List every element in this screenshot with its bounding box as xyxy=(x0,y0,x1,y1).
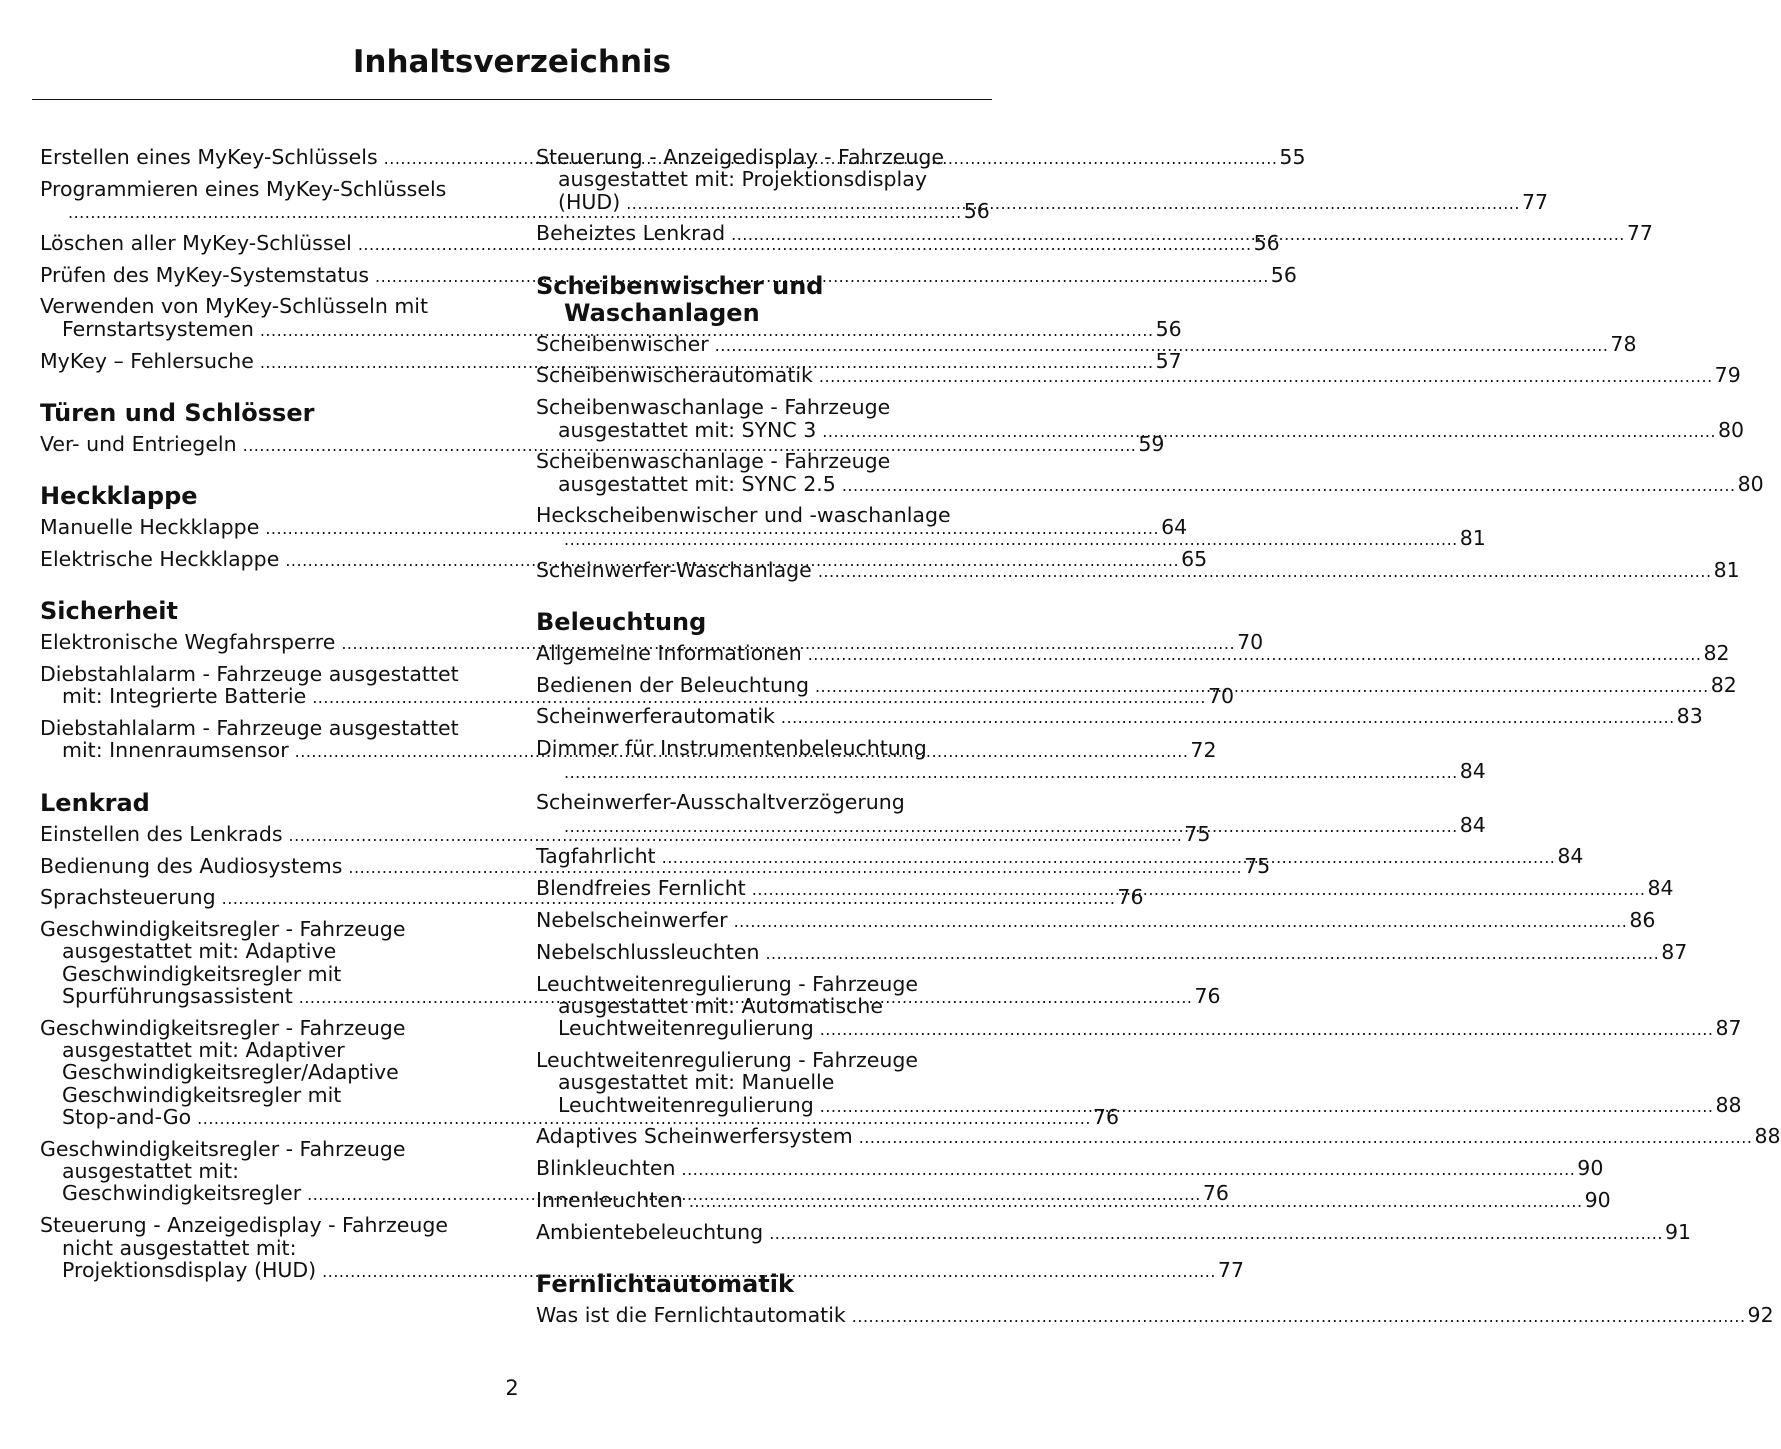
toc-entry-page: 81 xyxy=(1713,557,1740,582)
section-heading xyxy=(536,609,984,636)
toc-entry-title: mit: Innenraumsensor xyxy=(62,738,289,763)
dot-leader xyxy=(859,1127,1753,1149)
toc-entry-title: Projektionsdisplay (HUD) xyxy=(62,1257,317,1282)
toc-entry-page: 70 xyxy=(1207,684,1235,709)
toc-entry-page: 84 xyxy=(1557,844,1584,869)
toc-entry-title: Was ist die Fernlichtautomatik xyxy=(536,1303,846,1328)
toc-entry-page: 56 xyxy=(1155,316,1182,341)
section-heading-line: Türen und Schlösser xyxy=(40,398,315,427)
toc-entry-line: nicht ausgestattet mit: xyxy=(62,1235,297,1260)
toc-entry-title: Adaptives Scheinwerfersystem xyxy=(536,1124,853,1149)
toc-entry-line: Scheibenwaschanlage - Fahrzeuge xyxy=(536,449,891,474)
toc-entry-title: Löschen aller MyKey-Schlüssel xyxy=(40,230,352,255)
toc-entry-leader-line xyxy=(536,1219,1692,1245)
toc-entry-title: Leuchtweitenregulierung xyxy=(558,1092,814,1117)
toc-entry-page: 80 xyxy=(1718,417,1745,442)
toc-entry-line: Geschwindigkeitsregler - Fahrzeuge xyxy=(40,1015,406,1040)
toc-entry-leader-line xyxy=(536,908,1656,933)
toc-entry-title: Allgemeine Informationen xyxy=(536,640,802,665)
toc-entry-title: Blinkleuchten xyxy=(536,1156,676,1181)
toc-entry-line: ausgestattet mit: Manuelle xyxy=(558,1070,835,1095)
toc-entry-page: 83 xyxy=(1676,704,1703,729)
toc-entry[interactable] xyxy=(40,348,1182,374)
toc-entry-page: 82 xyxy=(1710,672,1737,697)
toc-entry-leader-line xyxy=(40,431,1165,457)
toc-entry-leader-line xyxy=(536,331,1637,357)
toc-entry-page: 77 xyxy=(1217,1257,1245,1282)
title-divider xyxy=(32,99,992,100)
toc-entry-title: Tagfahrlicht xyxy=(536,844,656,869)
toc-entry-title: Scheibenwischerautomatik xyxy=(536,363,813,388)
dot-leader xyxy=(769,1223,1663,1245)
section-heading xyxy=(40,598,488,625)
toc-entry-line: Geschwindigkeitsregler - Fahrzeuge xyxy=(40,1136,406,1161)
section-heading xyxy=(40,483,488,510)
toc-entry-page: 76 xyxy=(1092,1105,1119,1130)
dot-leader xyxy=(781,707,1675,729)
toc-entry-title: Erstellen eines MyKey-Schlüssels xyxy=(40,145,378,169)
toc-entry-title: Einstellen des Lenkrads xyxy=(40,821,283,846)
toc-entry-line: Geschwindigkeitsregler/Adaptive xyxy=(62,1060,399,1085)
toc-entry-page: 65 xyxy=(1181,546,1208,571)
toc-entry-line: Scheibenwaschanlage - Fahrzeuge xyxy=(536,395,891,420)
dot-leader xyxy=(731,224,1625,246)
toc-entry-line: ausgestattet mit: Automatische xyxy=(558,993,883,1018)
toc-entry[interactable] xyxy=(40,431,1165,457)
toc-entry-line: ausgestattet mit: Adaptive xyxy=(62,939,337,964)
toc-entry-title: Manuelle Heckklappe xyxy=(40,515,260,540)
section-heading-line: Lenkrad xyxy=(40,788,150,817)
toc-entry-title: Bedienung des Audiosystems xyxy=(40,853,343,878)
toc-entry-title: Stop-and-Go xyxy=(62,1105,192,1130)
toc-entry-title: Prüfen des MyKey-Systemstatus xyxy=(40,262,370,287)
toc-entry-leader-line xyxy=(536,758,1486,784)
toc-entry[interactable] xyxy=(536,331,1637,357)
section-heading-line: Scheibenwischer und xyxy=(536,271,824,300)
page-number: 2 xyxy=(505,1376,519,1400)
section-heading-line: Heckklappe xyxy=(40,482,198,511)
toc-entry-page: 79 xyxy=(1714,363,1741,388)
section-heading xyxy=(40,400,488,427)
toc-entry-page: 91 xyxy=(1664,1219,1692,1244)
toc-entry-page: 64 xyxy=(1161,515,1188,540)
section-heading-line: Fernlichtautomatik xyxy=(536,1270,794,1299)
toc-entry-page: 56 xyxy=(963,199,990,224)
toc-entry-line: Leuchtweitenregulierung - Fahrzeuge xyxy=(536,1048,919,1073)
dot-leader xyxy=(852,1306,1746,1328)
toc-entry-line: ausgestattet mit: Projektionsdisplay xyxy=(558,167,927,192)
toc-entry-leader-line xyxy=(40,316,1182,342)
toc-entry-page: 59 xyxy=(1138,431,1165,456)
toc-entry-line: ausgestattet mit: Adaptiver xyxy=(62,1038,345,1063)
toc-entry-line: ausgestattet mit: xyxy=(62,1159,239,1184)
dot-leader xyxy=(808,644,1702,666)
dot-leader xyxy=(752,879,1646,901)
toc-entry-page: 84 xyxy=(1647,876,1674,901)
toc-entry-title: Scheinwerfer-Waschanlage xyxy=(536,557,812,582)
toc-entry-line: Geschwindigkeitsregler mit xyxy=(62,961,342,986)
toc-entry-page: 76 xyxy=(1202,1181,1229,1206)
dot-leader xyxy=(822,422,1716,441)
toc-entry-line: Steuerung - Anzeigedisplay - Fahrzeuge xyxy=(536,145,944,169)
toc-entry-title: Fernstartsystemen xyxy=(62,316,254,341)
dot-leader xyxy=(820,1020,1714,1039)
toc-entry-leader-line xyxy=(536,417,1745,443)
dot-leader xyxy=(564,530,1458,549)
toc-entry-leader-line xyxy=(536,1124,1781,1149)
toc-entry-page: 87 xyxy=(1661,939,1688,964)
toc-entry-leader-line xyxy=(536,939,1688,965)
toc-entry-title: Bedienen der Beleuchtung xyxy=(536,672,809,697)
toc-entry-page: 90 xyxy=(1577,1156,1604,1181)
toc-entry-line: Geschwindigkeitsregler mit xyxy=(62,1082,342,1107)
toc-entry-line: Diebstahlalarm - Fahrzeuge ausgestattet xyxy=(40,716,459,741)
dot-leader xyxy=(564,817,1458,836)
toc-entry-page: 84 xyxy=(1459,812,1486,837)
toc-entry-page: 81 xyxy=(1459,525,1486,550)
toc-entry-title: Leuchtweitenregulierung xyxy=(558,1016,814,1041)
toc-entry-page: 56 xyxy=(1253,230,1280,255)
dot-leader xyxy=(765,943,1659,965)
toc-entry-page: 86 xyxy=(1629,908,1656,933)
toc-entry-title: Scheibenwischer xyxy=(536,331,709,356)
section-heading-line: Sicherheit xyxy=(40,597,178,626)
toc-entry-page: 55 xyxy=(1279,145,1306,169)
section-heading xyxy=(536,1271,984,1298)
dot-leader xyxy=(626,194,1520,213)
toc-entry-line: Verwenden von MyKey-Schlüsseln mit xyxy=(40,294,429,319)
toc-entry-title: Scheinwerferautomatik xyxy=(536,704,775,729)
dot-leader xyxy=(734,911,1628,933)
toc-entry-title: Innenleuchten xyxy=(536,1188,683,1212)
toc-entry-page: 56 xyxy=(1270,262,1297,287)
toc-entry-page: 57 xyxy=(1155,348,1182,373)
toc-entry-line: Leuchtweitenregulierung - Fahrzeuge xyxy=(536,971,919,996)
toc-entry-page: 78 xyxy=(1610,331,1637,356)
toc-entry-page: 76 xyxy=(1117,885,1144,910)
toc-entry-page: 87 xyxy=(1715,1016,1742,1041)
toc-entry-leader-line xyxy=(40,1105,1119,1130)
toc-entry-leader-line xyxy=(40,1257,1245,1283)
toc-entry-page: 77 xyxy=(1521,189,1549,214)
dot-leader xyxy=(682,1159,1576,1181)
toc-entry-leader-line xyxy=(40,348,1182,374)
toc-entry[interactable] xyxy=(536,939,1688,965)
toc-entry-title: Nebelscheinwerfer xyxy=(536,908,728,933)
toc-entry-page: 80 xyxy=(1737,471,1764,496)
toc-entry-page: 70 xyxy=(1237,630,1264,655)
toc-entry-title: Elektronische Wegfahrsperre xyxy=(40,630,336,655)
toc-entry[interactable] xyxy=(536,1219,1692,1245)
toc-entry-title: Blendfreies Fernlicht xyxy=(536,876,746,901)
toc-entry-leader-line xyxy=(536,363,1741,388)
toc-entry-title: Sprachsteuerung xyxy=(40,885,216,910)
toc-entry-leader-line xyxy=(40,821,1211,847)
toc-entry[interactable] xyxy=(536,908,1656,933)
toc-entry-leader-line xyxy=(536,704,1703,729)
dot-leader xyxy=(564,763,1458,782)
toc-entry-page: 75 xyxy=(1244,853,1271,878)
toc-entry-page: 92 xyxy=(1747,1303,1774,1328)
toc-entry-page: 75 xyxy=(1184,821,1211,846)
toc-entry[interactable] xyxy=(536,1303,1774,1328)
toc-entry-page: 82 xyxy=(1703,640,1730,665)
toc-entry-page: 72 xyxy=(1190,738,1217,763)
toc-entry-line: Dimmer für Instrumentenbeleuchtung xyxy=(536,736,927,761)
toc-entry[interactable] xyxy=(536,449,1764,497)
dot-leader xyxy=(842,476,1736,495)
toc-entry-page: 76 xyxy=(1194,984,1221,1009)
section-heading-line: Waschanlagen xyxy=(564,298,760,327)
toc-entry-title: Spurführungsassistent xyxy=(62,984,293,1009)
toc-entry-leader-line xyxy=(536,1016,1742,1041)
toc-entry-leader-line xyxy=(536,1303,1774,1328)
toc-entry-title: Nebelschlussleuchten xyxy=(536,939,760,964)
toc-entry-title: Geschwindigkeitsregler xyxy=(62,1181,302,1206)
toc-entry-leader-line xyxy=(536,471,1764,497)
dot-leader xyxy=(815,676,1709,698)
page-title: Inhaltsverzeichnis xyxy=(352,44,672,80)
toc-entry-page: 84 xyxy=(1459,758,1486,783)
toc-entry-line: Geschwindigkeitsregler - Fahrzeuge xyxy=(40,917,406,942)
toc-entry-title: Ver- und Entriegeln xyxy=(40,431,237,456)
dot-leader xyxy=(818,561,1712,583)
toc-entry-page: 90 xyxy=(1584,1188,1611,1212)
toc-entry[interactable] xyxy=(536,363,1741,388)
toc-entry-title: ausgestattet mit: SYNC 3 xyxy=(558,417,817,442)
dot-leader xyxy=(689,1191,1583,1213)
toc-entry[interactable] xyxy=(40,821,1211,847)
toc-entry-line: Scheinwerfer-Ausschaltverzögerung xyxy=(536,790,905,815)
section-heading xyxy=(536,273,984,327)
toc-entry[interactable] xyxy=(536,1156,1604,1181)
toc-entry-line: Steuerung - Anzeigedisplay - Fahrzeuge xyxy=(40,1213,448,1238)
toc-entry-leader-line xyxy=(536,1156,1604,1181)
toc-entry[interactable] xyxy=(536,1124,1781,1149)
dot-leader xyxy=(820,1097,1714,1116)
toc-entry-line: Diebstahlalarm - Fahrzeuge ausgestattet xyxy=(40,662,459,687)
toc-entry-page: 88 xyxy=(1754,1124,1781,1149)
toc-entry[interactable] xyxy=(536,395,1745,443)
dot-leader xyxy=(819,366,1713,388)
toc-entry-title: Elektrische Heckklappe xyxy=(40,546,280,571)
toc-entry[interactable] xyxy=(536,704,1703,729)
toc-entry-title: mit: Integrierte Batterie xyxy=(62,684,307,709)
toc-entry-page: 77 xyxy=(1626,221,1653,246)
toc-entry-title: ausgestattet mit: SYNC 2.5 xyxy=(558,471,836,496)
toc-entry-line: Programmieren eines MyKey-Schlüssels xyxy=(40,176,447,201)
section-heading xyxy=(40,790,488,817)
toc-entry-page: 88 xyxy=(1715,1092,1742,1117)
toc-entry-title: (HUD) xyxy=(558,189,621,214)
toc-entry-line: Heckscheibenwischer und -waschanlage xyxy=(536,503,951,528)
toc-entry-title: Beheiztes Lenkrad xyxy=(536,221,726,246)
toc-entry-title: Ambientebeleuchtung xyxy=(536,1219,764,1244)
dot-leader xyxy=(715,335,1609,357)
section-heading-line: Beleuchtung xyxy=(536,607,707,636)
dot-leader xyxy=(662,847,1556,869)
toc-entry-title: MyKey – Fehlersuche xyxy=(40,348,254,373)
